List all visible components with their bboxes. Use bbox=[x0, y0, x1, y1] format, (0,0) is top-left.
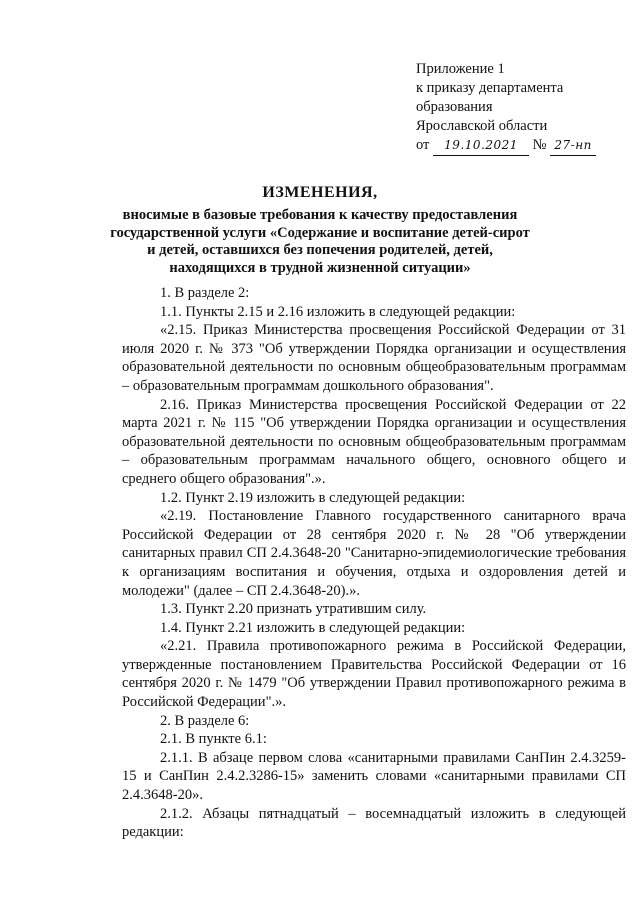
paragraph: 1. В разделе 2: bbox=[160, 285, 250, 301]
paragraph: 2.1.1. В абзаце первом слова «санитарными правилами СанПин 2.4.3259-15 и СанПин 2.4.2.3286-15» заменить словами «санитарными правилами СП 2.4.3648-20». bbox=[122, 749, 626, 804]
paragraph: «2.21. Правила противопожарного режима в Российской Федерации, утвержденные постановлением Правительства Российской Федерации от 16 сентября 2020 г. № 1479 "Об утверждении Правил противопожарного режима в Российской Федерации".». bbox=[122, 638, 626, 711]
handwritten-number: 27-нп bbox=[550, 136, 596, 156]
appendix-line-3: образования bbox=[416, 99, 493, 115]
paragraph: 1.1. Пункты 2.15 и 2.16 изложить в следующей редакции: bbox=[160, 303, 516, 320]
document-title: ИЗМЕНЕНИЯ, bbox=[262, 184, 378, 201]
paragraph: 1.3. Пункт 2.20 признать утратившим силу. bbox=[160, 601, 427, 618]
number-label: № bbox=[532, 137, 547, 153]
appendix-date-line bbox=[416, 136, 616, 156]
paragraph: «2.15. Приказ Министерства просвещения Российской Федерации от 31 июля 2020 г. № 373 "Об утверждении Порядка организации и осуществления образовательной деятельности по основным общеобразовательным программам – образовательным программам дошкольного образования". bbox=[122, 322, 626, 394]
document-body bbox=[122, 284, 626, 842]
appendix-line-4: Ярославской области bbox=[416, 118, 548, 134]
from-label: от bbox=[416, 137, 430, 153]
appendix-line-2: к приказу департамента bbox=[416, 80, 564, 96]
handwritten-date: 19.10.2021 bbox=[433, 136, 529, 156]
paragraph: 1.4. Пункт 2.21 изложить в следующей редакции: bbox=[160, 619, 466, 636]
appendix-line-1: Приложение 1 bbox=[416, 61, 505, 77]
paragraph: 1.2. Пункт 2.19 изложить в следующей редакции: bbox=[160, 489, 466, 506]
paragraph: 2. В разделе 6: bbox=[160, 712, 250, 729]
document-subtitle: вносимые в базовые требования к качеству предоставления государственной услуги «Содержание и воспитание детей-сирот и детей, оставшихся без попечения родителей, детей, находящихся в трудной жизненной ситуации» bbox=[110, 207, 530, 276]
paragraph: «2.19. Постановление Главного государственного санитарного врача Российской Федерации от 28 сентября 2020 г. № 28 "Об утверждении санитарных правил СП 2.4.3648-20 "Санитарно-эпидемиологические требования к организациям воспитания и обучения, отдыха и оздоровления детей и молодежи" (далее – СП 2.4.3648-20).». bbox=[122, 508, 626, 599]
paragraph: 2.1.2. Абзацы пятнадцатый – восемнадцатый изложить в следующей редакции: bbox=[122, 805, 626, 841]
appendix-header bbox=[416, 60, 616, 156]
paragraph: 2.16. Приказ Министерства просвещения Российской Федерации от 22 марта 2021 г. № 115 "Об утверждении Порядка организации и осуществления образовательной деятельности по основным общеобразовательным программам – образовательным программам начального общего, основного общего и среднего общего образования".». bbox=[122, 396, 626, 487]
paragraph: 2.1. В пункте 6.1: bbox=[160, 731, 267, 748]
